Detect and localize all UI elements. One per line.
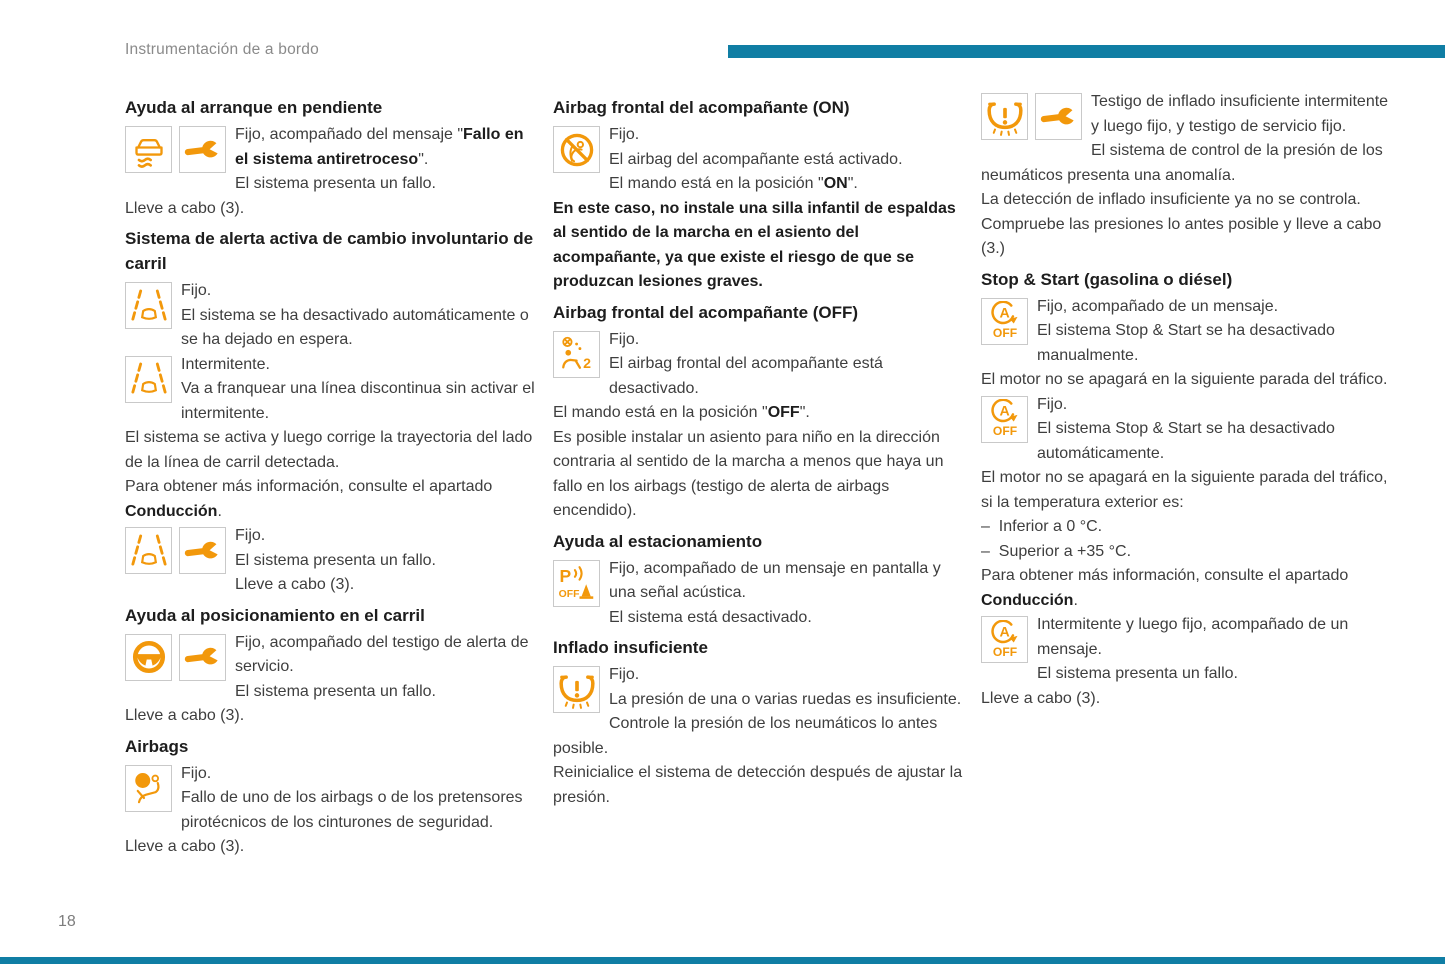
text: Lleve a cabo (3). [125,707,245,724]
manual-section [553,635,965,810]
text: Fijo, acompañado de un mensaje en pantalla y una señal acústica. [609,559,941,601]
svg-text:A: A [998,403,1010,420]
warning-lamp-icons [981,616,1028,663]
text: ". [799,404,810,421]
text: Para obtener más información, consulte el apartado [125,478,493,495]
text: Lleve a cabo (3). [125,199,245,217]
text: Intermitente y luego fijo, acompañado de un mensaje. [1037,616,1349,658]
paragraph [553,328,965,353]
text: – Inferior a 0 °C. [981,518,1103,535]
svg-text:A: A [998,624,1010,641]
section-title: Airbag frontal del acompañante (OFF) [553,302,859,322]
svg-text:2: 2 [582,356,591,373]
warning-entry [981,295,1393,393]
text: Controle la presión de los neumáticos lo antes posible. [553,715,938,757]
text: El sistema se activa y luego corrige la trayectoria del lado de la línea de carril detectada. [125,429,533,471]
text: Fijo. [609,330,640,348]
paragraph [125,704,537,729]
paragraph [125,377,537,426]
text: El sistema presenta un fallo. [235,175,436,192]
text-bold: Fallo en el sistema antiretroceso [235,126,524,168]
parking-sensors-off-icon [553,560,600,607]
text-column [125,90,537,860]
paragraph [981,139,1393,188]
svg-text:OFF: OFF [992,644,1017,659]
footer-accent-bar [0,957,1445,964]
text-bold: En este caso, no instale una silla infantil de espaldas al sentido de la marcha en el asiento del acompañante, ya que existe el riesgo de que se produzcan lesiones graves. [553,199,956,290]
paragraph [125,762,537,787]
paragraph [553,352,965,401]
text: Testigo de inflado insuficiente intermitente y luego fijo, y testigo de servicio fijo. [1091,93,1389,135]
text-column [981,90,1393,860]
paragraph [981,662,1393,687]
manual-section [125,734,537,860]
text: Fijo. [609,666,640,683]
warning-lamp-icons [553,126,600,173]
text: Lleve a cabo (3). [981,689,1101,707]
passenger-airbag-on-icon [553,126,600,173]
paragraph [125,304,537,353]
text: El sistema se ha desactivado automáticamente o se ha dejado en espera. [181,306,529,348]
text: Es posible instalar un asiento para niño en la dirección contraria al sentido de la marcha a menos que haya un fallo en los airbags (testigo de alerta de airbags encendido). [553,428,944,519]
section-title: Airbag frontal del acompañante (ON) [553,98,850,117]
paragraph [125,426,537,475]
warning-lamp-icons [981,298,1028,345]
text: ". [418,150,429,168]
text: Fallo de uno de los airbags o de los pretensores pirotécnicos de los cinturones de seguridad. [181,789,523,831]
warning-lamp-icons [125,634,226,681]
paragraph [125,197,537,222]
paragraph [553,663,965,688]
section-title: Ayuda al estacionamiento [553,531,763,551]
text-bold: Conducción [981,591,1074,609]
text: Lleve a cabo (3). [125,838,245,855]
wrench-icon [179,126,226,173]
lane-departure-icon [125,527,172,574]
warning-lamp-icons [553,560,600,607]
manual-section [553,300,965,524]
manual-section [125,226,537,598]
passenger-airbag-off-icon [553,331,600,378]
text: Para obtener más información, consulte el apartado [981,567,1349,584]
breadcrumb: Instrumentación de a bordo [125,41,319,58]
warning-lamp-icons [981,396,1028,443]
text-bold: ON [823,175,848,192]
lane-departure-icon [125,282,172,329]
paragraph [981,319,1393,368]
paragraph [553,148,965,173]
paragraph [981,188,1393,213]
tyre-pressure-icon [553,666,600,713]
airbag-icon [125,765,172,812]
text: El sistema Stop & Start se ha desactivado manualmente. [1037,322,1335,364]
text: El mando está en la posición " [553,404,768,421]
paragraph [553,712,965,761]
warning-entry [125,762,537,860]
section-title: Stop & Start (gasolina o diésel) [981,269,1233,289]
section-title: Ayuda al arranque en pendiente [125,98,383,117]
warning-entry [981,90,1393,262]
warning-lamp-icons [125,527,226,574]
text-bold: Conducción [125,502,218,520]
paragraph [981,295,1393,320]
paragraph [125,475,537,524]
text: El sistema de control de la presión de los neumáticos presenta una anomalía. [981,142,1383,184]
hill-start-assist-icon [125,126,172,173]
text-bold: OFF [767,404,800,421]
manual-section [125,603,537,729]
paragraph [553,426,965,524]
warning-entry [553,328,965,524]
manual-section [553,529,965,631]
wrench-icon [179,527,226,574]
warning-entry [553,557,965,631]
content-columns [125,90,1393,860]
svg-text:P: P [559,566,571,587]
text: El sistema Stop & Start se ha desactivado automáticamente. [1037,420,1335,462]
text: ". [847,175,858,192]
text: El sistema presenta un fallo. [1037,665,1238,682]
text: – Superior a +35 °C. [981,542,1132,560]
paragraph [981,687,1393,712]
svg-text:OFF: OFF [992,325,1017,340]
text: El sistema presenta un fallo. [235,682,436,700]
warning-lamp-icons [125,282,172,329]
svg-text:OFF: OFF [992,423,1017,438]
text: El motor no se apagará en la siguiente parada del tráfico. [981,371,1388,388]
warning-entry [553,663,965,810]
text: La detección de inflado insuficiente ya no se controla. [981,191,1361,208]
paragraph [981,417,1393,466]
paragraph [125,172,537,197]
warning-entry [981,393,1393,614]
stop-start-off-icon [981,396,1028,443]
paragraph [553,606,965,631]
tyre-pressure-icon [981,93,1028,140]
paragraph [125,573,537,598]
warning-lamp-icons [125,765,172,812]
stop-start-off-icon [981,616,1028,663]
text: Lleve a cabo (3). [235,576,355,593]
paragraph [125,835,537,860]
text: Fijo. [181,282,212,299]
paragraph [553,123,965,148]
warning-lamp-icons [125,126,226,173]
text-column [553,90,965,860]
paragraph [981,393,1393,418]
paragraph [553,197,965,295]
warning-lamp-icons [981,93,1082,140]
text: Fijo. [181,764,212,782]
text: El motor no se apagará en la siguiente parada del tráfico, si la temperatura exterior es: [981,469,1388,511]
warning-entry [125,279,537,353]
text: . [217,502,222,520]
text: El mando está en la posición " [609,175,824,192]
text: Fijo, acompañado del testigo de alerta de servicio. [235,633,529,675]
manual-section [981,267,1393,712]
manual-section [553,95,965,295]
text: El airbag frontal del acompañante está desactivado. [609,355,883,397]
warning-lamp-icons [125,356,172,403]
text: El sistema está desactivado. [609,608,812,626]
warning-entry [125,123,537,221]
paragraph [981,466,1393,515]
manual-section [125,95,537,221]
paragraph [981,564,1393,613]
paragraph [981,540,1393,565]
warning-entry [125,426,537,524]
paragraph [125,786,537,835]
lane-departure-icon [125,356,172,403]
wrench-icon [1035,93,1082,140]
text: Va a franquear una línea discontinua sin activar el intermitente. [181,380,535,422]
text: Reinicialice el sistema de detección después de ajustar la presión. [553,764,963,806]
paragraph [981,213,1393,262]
text: Fijo. [1037,395,1068,413]
paragraph [125,353,537,378]
section-title: Airbags [125,736,189,756]
section-title: Sistema de alerta activa de cambio involuntario de carril [125,229,534,273]
section-title: Inflado insuficiente [553,638,708,657]
warning-entry [125,353,537,427]
wrench-icon [179,634,226,681]
text: El airbag del acompañante está activado. [609,150,903,168]
section-title: Ayuda al posicionamiento en el carril [125,605,425,625]
warning-entry [553,123,965,295]
paragraph [981,368,1393,393]
steering-wheel-icon [125,634,172,681]
stop-start-off-icon [981,298,1028,345]
text: Fijo, acompañado del mensaje " [235,126,464,143]
warning-entry [125,524,537,598]
warning-lamp-icons [553,331,600,378]
paragraph [981,515,1393,540]
svg-text:OFF: OFF [558,589,579,601]
page-number: 18 [58,913,76,930]
paragraph [981,613,1393,662]
paragraph [125,680,537,705]
text: Intermitente. [181,355,270,373]
svg-text:A: A [998,305,1010,322]
text: Fijo. [609,126,640,143]
warning-lamp-icons [553,666,600,713]
paragraph [553,172,965,197]
paragraph [553,688,965,713]
manual-section [981,90,1393,262]
text: Fijo, acompañado de un mensaje. [1037,297,1279,315]
paragraph [125,279,537,304]
text: Compruebe las presiones lo antes posible y lleve a cabo (3.) [981,215,1382,257]
paragraph [553,401,965,426]
header-accent-bar [728,45,1445,58]
paragraph [553,557,965,606]
warning-entry [125,631,537,729]
paragraph [553,761,965,810]
text: . [1073,591,1078,609]
text: El sistema presenta un fallo. [235,551,436,569]
text: La presión de una o varias ruedas es insuficiente. [609,690,962,708]
warning-entry [981,613,1393,711]
text: Fijo. [235,527,266,544]
